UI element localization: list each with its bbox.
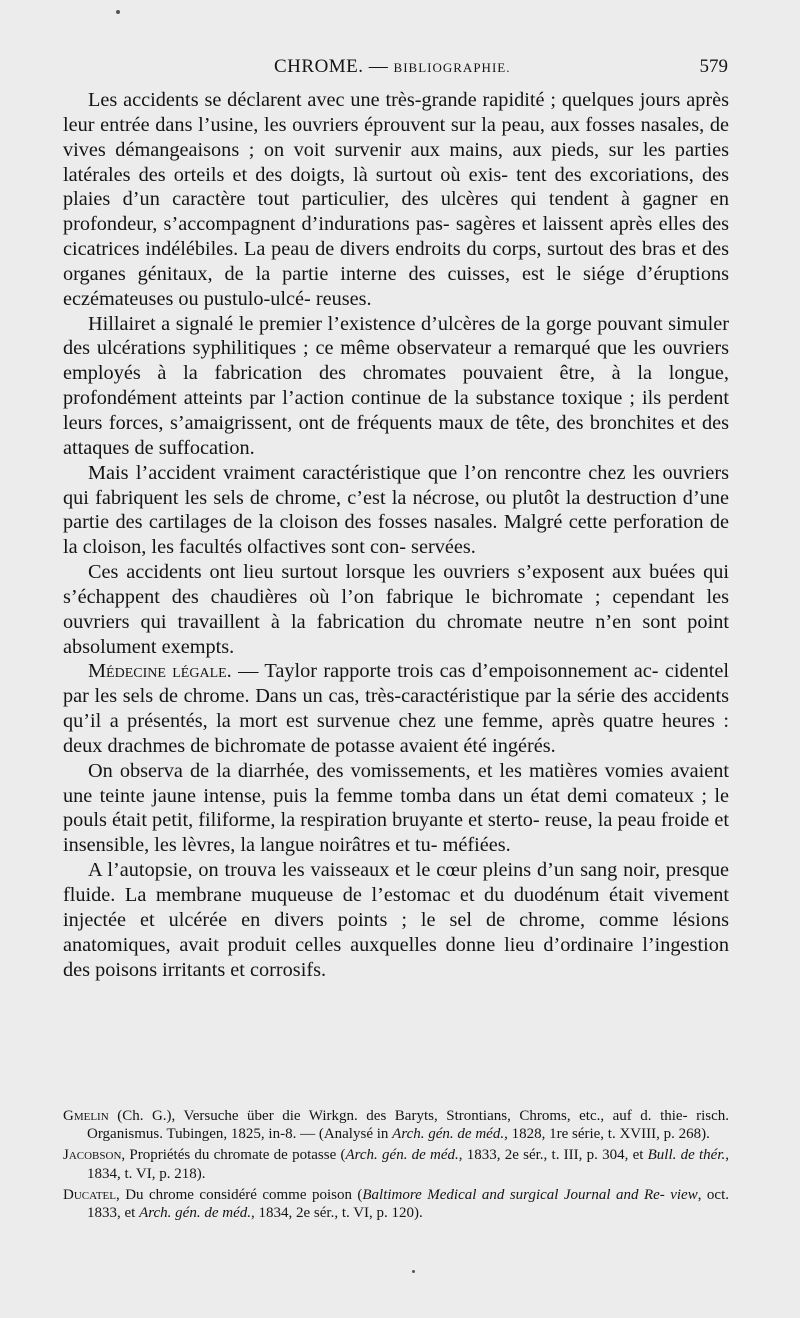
running-header: [64, 56, 728, 82]
ink-speck: [412, 1270, 415, 1273]
entry-journal: Arch. gén. de méd.: [139, 1205, 251, 1222]
entry-text: , Propriétés du chromate de potasse (: [121, 1147, 346, 1164]
bibliography: [63, 1107, 729, 1225]
running-title-section: BIBLIOGRAPHIE.: [393, 60, 511, 75]
entry-author: Jacobson: [63, 1147, 122, 1164]
page-number: 579: [699, 56, 728, 77]
entry-text: , oct. 1833, et: [87, 1186, 729, 1222]
entry-author: Ducatel: [63, 1186, 116, 1203]
section-lead: Médecine légale.: [88, 660, 232, 683]
entry-text: , 1834, t. VI, p. 218).: [87, 1147, 729, 1182]
entry-journal: Arch. gén. de méd.: [345, 1147, 459, 1164]
entry-text: , Du chrome considéré comme poison (: [116, 1186, 363, 1203]
entry-journal: Arch. gén. de méd.: [392, 1126, 505, 1143]
entry-author: Gmelin: [63, 1108, 109, 1124]
paragraph: On observa de la diarrhée, des vomissements, et les matières vomies avaient une teinte jaune intense, puis la femme tomba dans un état demi comateux ; le pouls était petit, filiforme, la respiration bruyante et sterto- reuse, la peau froide et insensible, les lèvres, la langue noirâtres et tu- méfiées.: [63, 759, 729, 857]
bibliography-entry: [63, 1186, 729, 1222]
running-title: [274, 56, 510, 78]
paragraph: [63, 659, 729, 758]
entry-text: (Ch. G.), Versuche über die Wirkgn. des Baryts, Strontians, Chroms, etc., auf d. thie- risch. Organismus. Tubingen, 1825, in-8. — (Analysé in: [87, 1108, 729, 1143]
paragraph: A l’autopsie, on trouva les vaisseaux et le cœur pleins d’un sang noir, presque fluide. La membrane muqueuse de l’estomac et du duodénum était vivement injectée et ulcérée en divers points ; le sel de chrome, comme lésions anatomiques, avait produit celles auxquelles donne lieu d’ordinaire l’ingestion des poisons irritants et corrosifs.: [63, 859, 729, 981]
body-text: [63, 88, 729, 982]
ink-speck: [116, 10, 120, 14]
entry-text: , 1834, 2e sér., t. VI, p. 120).: [251, 1205, 423, 1222]
bibliography-entry: [63, 1146, 729, 1182]
paragraph: Les accidents se déclarent avec une très-grande rapidité ; quelques jours après leur entrée dans l’usine, les ouvriers éprouvent sur la peau, aux fosses nasales, de vives démangeaisons ; on voit survenir aux mains, aux pieds, sur les parties latérales des orteils et des doigts, là surtout où exis- tent des excoriations, des plaies d’un caractère tout particulier, des ulcères qui tendent à gagner en profondeur, s’accompagnent d’indurations pas- sagères et laissent après elles des cicatrices indélébiles. La peau de divers endroits du corps, surtout des bras et des organes génitaux, de la partie interne des cuisses, est le siége d’éruptions eczémateuses ou pustulo-ulcé- reuses.: [63, 89, 729, 310]
entry-text: , 1833, 2e sér., t. III, p. 304, et: [458, 1147, 648, 1164]
paragraph: Ces accidents ont lieu surtout lorsque les ouvriers s’exposent aux buées qui s’échappent des chaudières où l’on fabrique le bichromate ; cependant les ouvriers qui travaillent à la fabrication du chromate neutre n’en sont point absolument exempts.: [63, 561, 729, 658]
paragraph-text: — Taylor rapporte trois cas d’empoisonnement ac- cidentel par les sels de chrome. Dans un cas, très-caractéristique par la série des accidents qu’il a présentés, la mort est survenue chez une femme, après quatre heures : deux drachmes de bichromate de potasse avaient été ingérés.: [63, 660, 730, 757]
entry-journal: Bull. de thér.: [647, 1147, 726, 1164]
bibliography-entry: [63, 1107, 729, 1143]
running-title-main: CHROME. —: [274, 56, 394, 77]
paragraph: Mais l’accident vraiment caractéristique que l’on rencontre chez les ouvriers qui fabriquent les sels de chrome, c’est la nécrose, ou plutôt la destruction d’une partie des cartilages de la cloison des fosses nasales. Malgré cette perforation de la cloison, les facultés olfactives sont con- servées.: [63, 461, 729, 559]
paragraph: Hillairet a signalé le premier l’existence d’ulcères de la gorge pouvant simuler des ulcérations syphilitiques ; ce même observateur a remarqué que les ouvriers employés à la fabrication des chromates pouvaient être, à la longue, profondément atteints par l’action continue de la substance toxique ; ils perdent leurs forces, s’amaigrissent, ont de fréquents maux de tête, des bronchites et des attaques de suffocation.: [63, 312, 729, 459]
entry-text: , 1828, 1re série, t. XVIII, p. 268).: [504, 1126, 710, 1143]
entry-journal: Baltimore Medical and surgical Journal and Re- view: [362, 1186, 698, 1203]
